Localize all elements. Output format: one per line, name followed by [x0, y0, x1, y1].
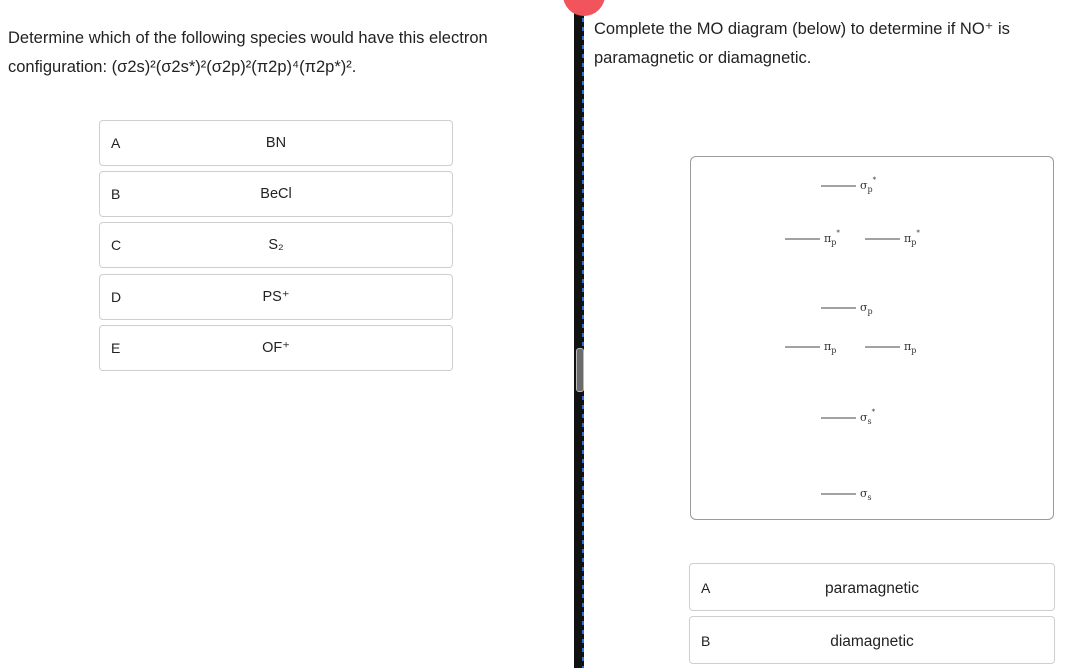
- mo-level-sigma-p[interactable]: [821, 301, 873, 316]
- option-text: diamagnetic: [830, 633, 914, 650]
- mo-level-sigma-s-star[interactable]: [821, 408, 876, 426]
- mo-level-sigma-s[interactable]: [821, 487, 872, 502]
- left-question-line1: Determine which of the following species would have this electron: [8, 29, 488, 47]
- mo-level-label: $\sigma_p$: [860, 301, 873, 316]
- mo-level-sigma-p-star[interactable]: [821, 176, 877, 194]
- mo-level-label: $\pi_p$: [824, 340, 837, 355]
- option-letter: C: [111, 237, 122, 253]
- option-letter: B: [701, 633, 711, 649]
- answer-option-c[interactable]: [99, 222, 453, 268]
- mo-level-label: $\pi_p^*$: [904, 229, 920, 247]
- answer-option-e[interactable]: [99, 325, 453, 371]
- left-question-text: [8, 24, 548, 82]
- option-letter: D: [111, 289, 122, 305]
- mo-level-label: $\sigma_s$: [860, 487, 872, 502]
- mo-level-pi-p-1[interactable]: [785, 340, 836, 355]
- option-letter: B: [111, 186, 121, 202]
- right-pane: [584, 0, 1085, 668]
- option-letter: A: [701, 580, 711, 596]
- answer-option-a[interactable]: [99, 120, 453, 166]
- right-question-line1: Complete the MO diagram (below) to determine if NO⁺ is: [594, 20, 1010, 38]
- option-text: S₂: [268, 237, 284, 253]
- mo-level-pi-p-2[interactable]: [865, 340, 916, 355]
- option-letter: E: [111, 340, 121, 356]
- answer-option-b[interactable]: [99, 171, 453, 217]
- mo-level-label: $\sigma_s^*$: [860, 408, 876, 426]
- left-question-line2: configuration: (σ2s)²(σ2s*)²(σ2p)²(π2p)⁴(π2p*)².: [8, 58, 357, 76]
- mo-diagram-canvas: [691, 157, 1055, 521]
- option-text: BeCl: [260, 186, 292, 202]
- divider-drag-handle[interactable]: [576, 348, 584, 392]
- mo-level-label: $\pi_p$: [904, 340, 917, 355]
- answer-option-d[interactable]: [99, 274, 453, 320]
- mo-level-label: $\sigma_p^*$: [860, 176, 877, 194]
- mo-level-label: $\pi_p^*$: [824, 229, 840, 247]
- option-text: OF⁺: [262, 340, 290, 356]
- mo-level-pi-p-star-1[interactable]: [785, 229, 840, 247]
- option-text: BN: [265, 135, 287, 151]
- answer-option-diamagnetic[interactable]: [689, 616, 1055, 664]
- option-letter: A: [111, 135, 121, 151]
- right-question-text: [594, 15, 1064, 73]
- option-text: PS⁺: [262, 289, 290, 305]
- answer-option-paramagnetic[interactable]: [689, 563, 1055, 611]
- mo-diagram[interactable]: [690, 156, 1054, 520]
- mo-level-pi-p-star-2[interactable]: [865, 229, 920, 247]
- right-question-line2: paramagnetic or diamagnetic.: [594, 49, 812, 67]
- option-text: paramagnetic: [825, 580, 919, 597]
